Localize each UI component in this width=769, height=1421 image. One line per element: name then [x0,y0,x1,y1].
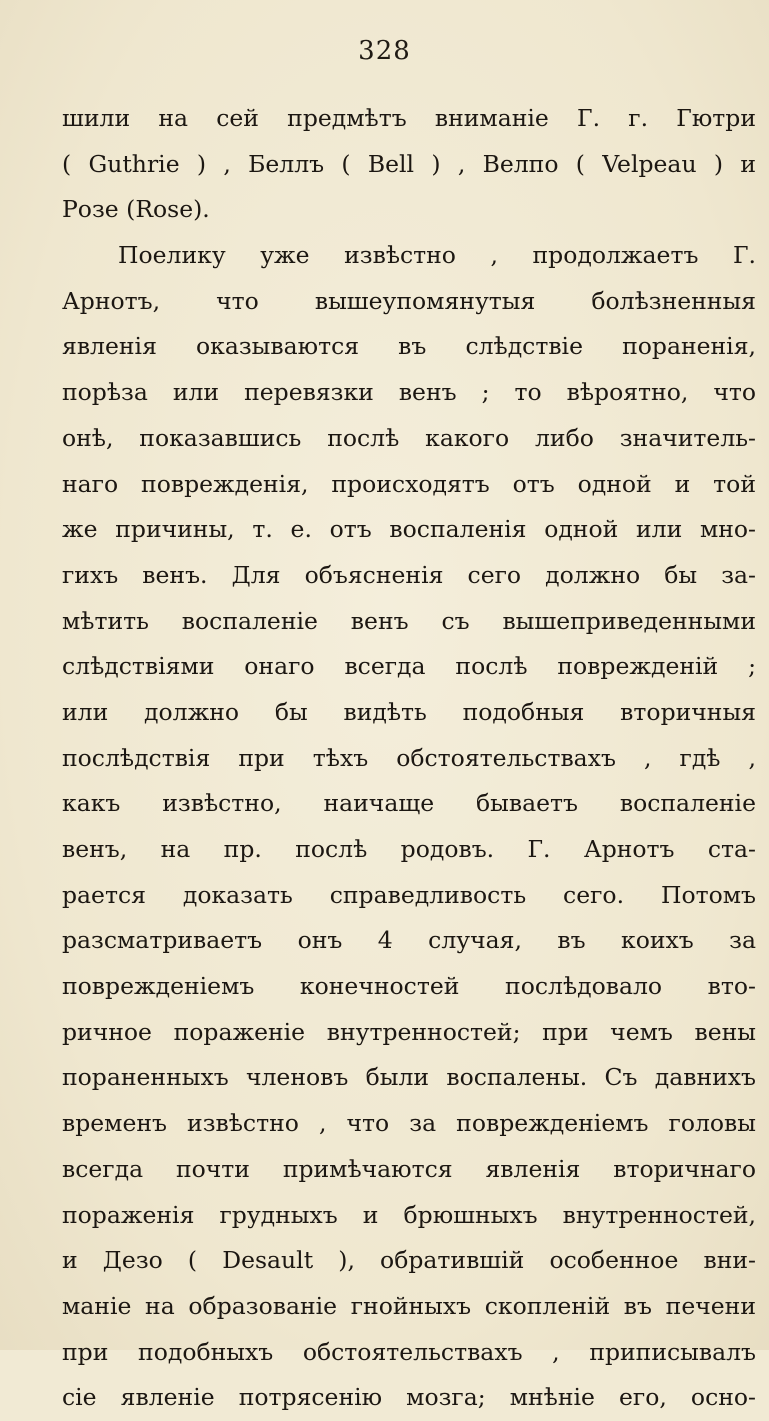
text-line: поврежденіемъ конечностей послѣдовало вто- [62,972,756,1001]
text-line: ( Guthrie ) , Беллъ ( Bell ) , Велпо ( Velpeau ) и [62,149,756,178]
text-line: же причины, т. е. отъ воспаленія одной или мно- [62,515,756,544]
text-line: явленія оказываются въ слѣдствіе пораненія, [62,332,756,361]
text-line: пораженія грудныхъ и брюшныхъ внутренностей, [62,1200,756,1229]
text-line: Арнотъ, что вышеупомянутыя болѣзненныя [62,286,756,315]
text-line: сіе явленіе потрясенію мозга; мнѣніе его, осно- [62,1383,756,1412]
paragraph-first-line: Поелику уже извѣстно , продолжаетъ Г. [118,241,756,270]
text-line: или должно бы видѣть подобныя вторичныя [62,697,756,726]
text-line: всегда почти примѣчаются явленія вторичнаго [62,1154,756,1183]
text-line: Розе (Rose). [62,195,210,224]
text-line: гихъ венъ. Для объясненія сего должно бы за- [62,560,756,589]
text-line: рается доказать справедливость сего. Потомъ [62,880,756,909]
text-line: какъ извѣстно, наичаще бываетъ воспаленіе [62,789,756,818]
text-line: шили на сей предмѣтъ вниманіе Г. г. Гютри [62,104,756,132]
text-line: послѣдствія при тѣхъ обстоятельствахъ , гдѣ , [62,743,756,772]
body-text [62,96,756,1421]
text-line: слѣдствіями онаго всегда послѣ поврежденій ; [62,652,756,681]
text-line: онѣ, показавшись послѣ какого либо значитель- [62,423,756,452]
text-line: венъ, на пр. послѣ родовъ. Г. Арнотъ ста- [62,835,756,863]
text-line: и Дезо ( Desault ), обратившій особенное вни- [62,1246,756,1275]
text-line: при подобныхъ обстоятельствахъ , приписывалъ [62,1337,756,1366]
text-line: порѣза или перевязки венъ ; то вѣроятно, что [62,378,756,407]
text-line: разсматриваетъ онъ 4 случая, въ коихъ за [62,926,756,955]
text-line: временъ извѣстно , что за поврежденіемъ головы [62,1109,756,1138]
text-line: пораненныхъ членовъ были воспалены. Съ давнихъ [62,1063,756,1092]
text-line: маніе на образованіе гнойныхъ скопленій въ печени [62,1291,756,1320]
text-line: мѣтить воспаленіе венъ съ вышеприведенными [62,606,756,635]
page-number: 328 [358,36,411,66]
text-line: ричное пораженіе внутренностей; при чемъ вены [62,1017,756,1046]
text-line: наго поврежденія, происходятъ отъ одной и той [62,469,756,498]
